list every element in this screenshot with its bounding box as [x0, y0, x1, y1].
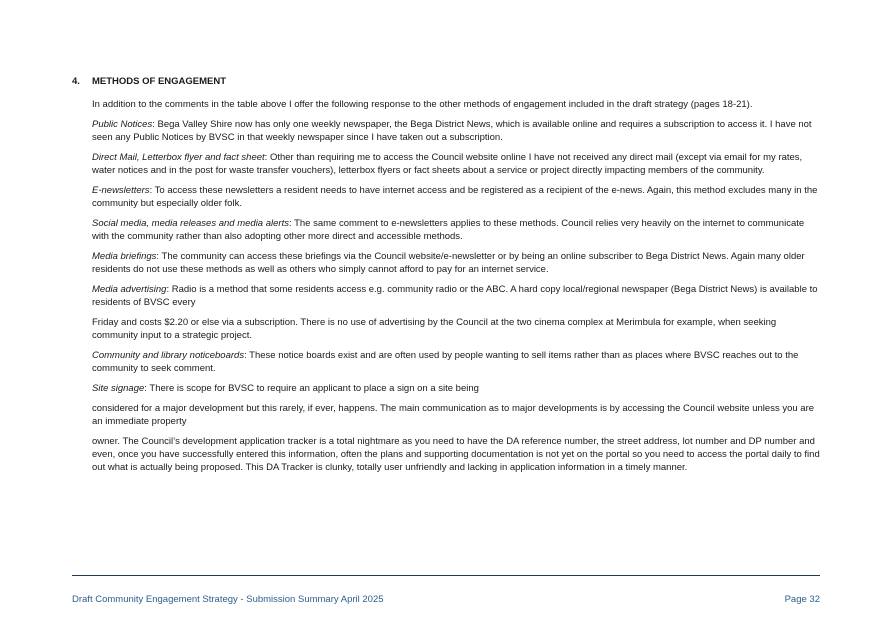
paragraph-e-newsletters [92, 184, 820, 210]
section-number: 4. [72, 76, 80, 87]
paragraph-label: Social media, media releases and media alerts [92, 218, 289, 229]
paragraph-label: Direct Mail, Letterbox flyer and fact sheet [92, 152, 265, 163]
paragraph-text: : Other than requiring me to access the Council website online I have not received any direct mail (except via email for my rates, water notices and in the post for waste transfer vouchers), letterbox flyers or fact sheets about a service or project directly impacting members of the community. [92, 152, 803, 176]
paragraph-text: : Bega Valley Shire now has only one weekly newspaper, the Bega District News, which is available online and requires a subscription to access it. I have not seen any Public Notices by BVSC in that weekly newspaper since I have taken out a subscription. [92, 119, 812, 143]
paragraph-da-tracker [92, 435, 820, 474]
main-content [72, 75, 820, 481]
paragraph-label: Community and library noticeboards [92, 350, 245, 361]
paragraph-text: owner. The Council’s development application tracker is a total nightmare as you need to have the DA reference number, the street address, lot number and DP number and even, once you have successfully entered this information, often the plans and supporting documentation is not yet on the portal so you need to access the portal daily to find out what is actually being proposed. This DA Tracker is clunky, totally user unfriendly and lacking in application information in a timely manner. [92, 436, 820, 473]
paragraph-label: Media briefings [92, 251, 157, 262]
paragraph-site-signage [92, 382, 820, 395]
paragraph-label: Media advertising [92, 284, 167, 295]
footer-title: Draft Community Engagement Strategy - Submission Summary April 2025 [72, 594, 384, 605]
paragraph-intro [92, 98, 820, 111]
paragraph-text: : The community can access these briefings via the Council website/e-newsletter or by being an online subscriber to Bega District News. Again many older residents do not use these methods as well as others who simply cannot afford to pay for an internet service. [92, 251, 805, 275]
section-heading [72, 75, 800, 88]
paragraph-public-notices [92, 118, 820, 144]
paragraph-text: : To access these newsletters a resident needs to have internet access and be registered as a recipient of the e-news. Again, this method excludes many in the community but especially older folk. [92, 185, 818, 209]
paragraph-direct-mail [92, 151, 820, 177]
paragraph-text: In addition to the comments in the table above I offer the following response to the other methods of engagement included in the draft strategy (pages 18-21). [92, 99, 753, 110]
paragraph-text: Friday and costs $2.20 or else via a subscription. There is no use of advertising by the Council at the two cinema complex at Merimbula for example, when seeking community input to a strategic project. [92, 317, 777, 341]
footer-divider [72, 575, 820, 576]
paragraph-text: : Radio is a method that some residents access e.g. community radio or the ABC. A hard copy local/regional newspaper (Bega District News) is available to residents of BVSC every [92, 284, 818, 308]
paragraph-media-advertising-cont [92, 316, 820, 342]
section-title: METHODS OF ENGAGEMENT [92, 76, 227, 87]
paragraph-noticeboards [92, 349, 820, 375]
paragraph-label: Site signage [92, 383, 145, 394]
paragraph-label: E-newsletters [92, 185, 150, 196]
paragraph-site-signage-cont [92, 402, 820, 428]
paragraph-text: considered for a major development but this rarely, if ever, happens. The main communication as to major developments is by accessing the Council website unless you are an immediate property [92, 403, 815, 427]
paragraph-media-advertising [92, 283, 820, 309]
footer-page-number: Page 32 [784, 594, 820, 605]
paragraph-media-briefings [92, 250, 820, 276]
paragraph-label: Public Notices [92, 119, 153, 130]
paragraph-text: : The same comment to e-newsletters applies to these methods. Council relies very heavily on the internet to communicate with the community rather than also adopting other more direct and accessible methods. [92, 218, 805, 242]
paragraph-text: : These notice boards exist and are often used by people wanting to sell items rather than as places where BVSC reaches out to the community to seek comment. [92, 350, 799, 374]
paragraph-social-media [92, 217, 820, 243]
paragraph-text: : There is scope for BVSC to require an applicant to place a sign on a site being [144, 383, 479, 394]
